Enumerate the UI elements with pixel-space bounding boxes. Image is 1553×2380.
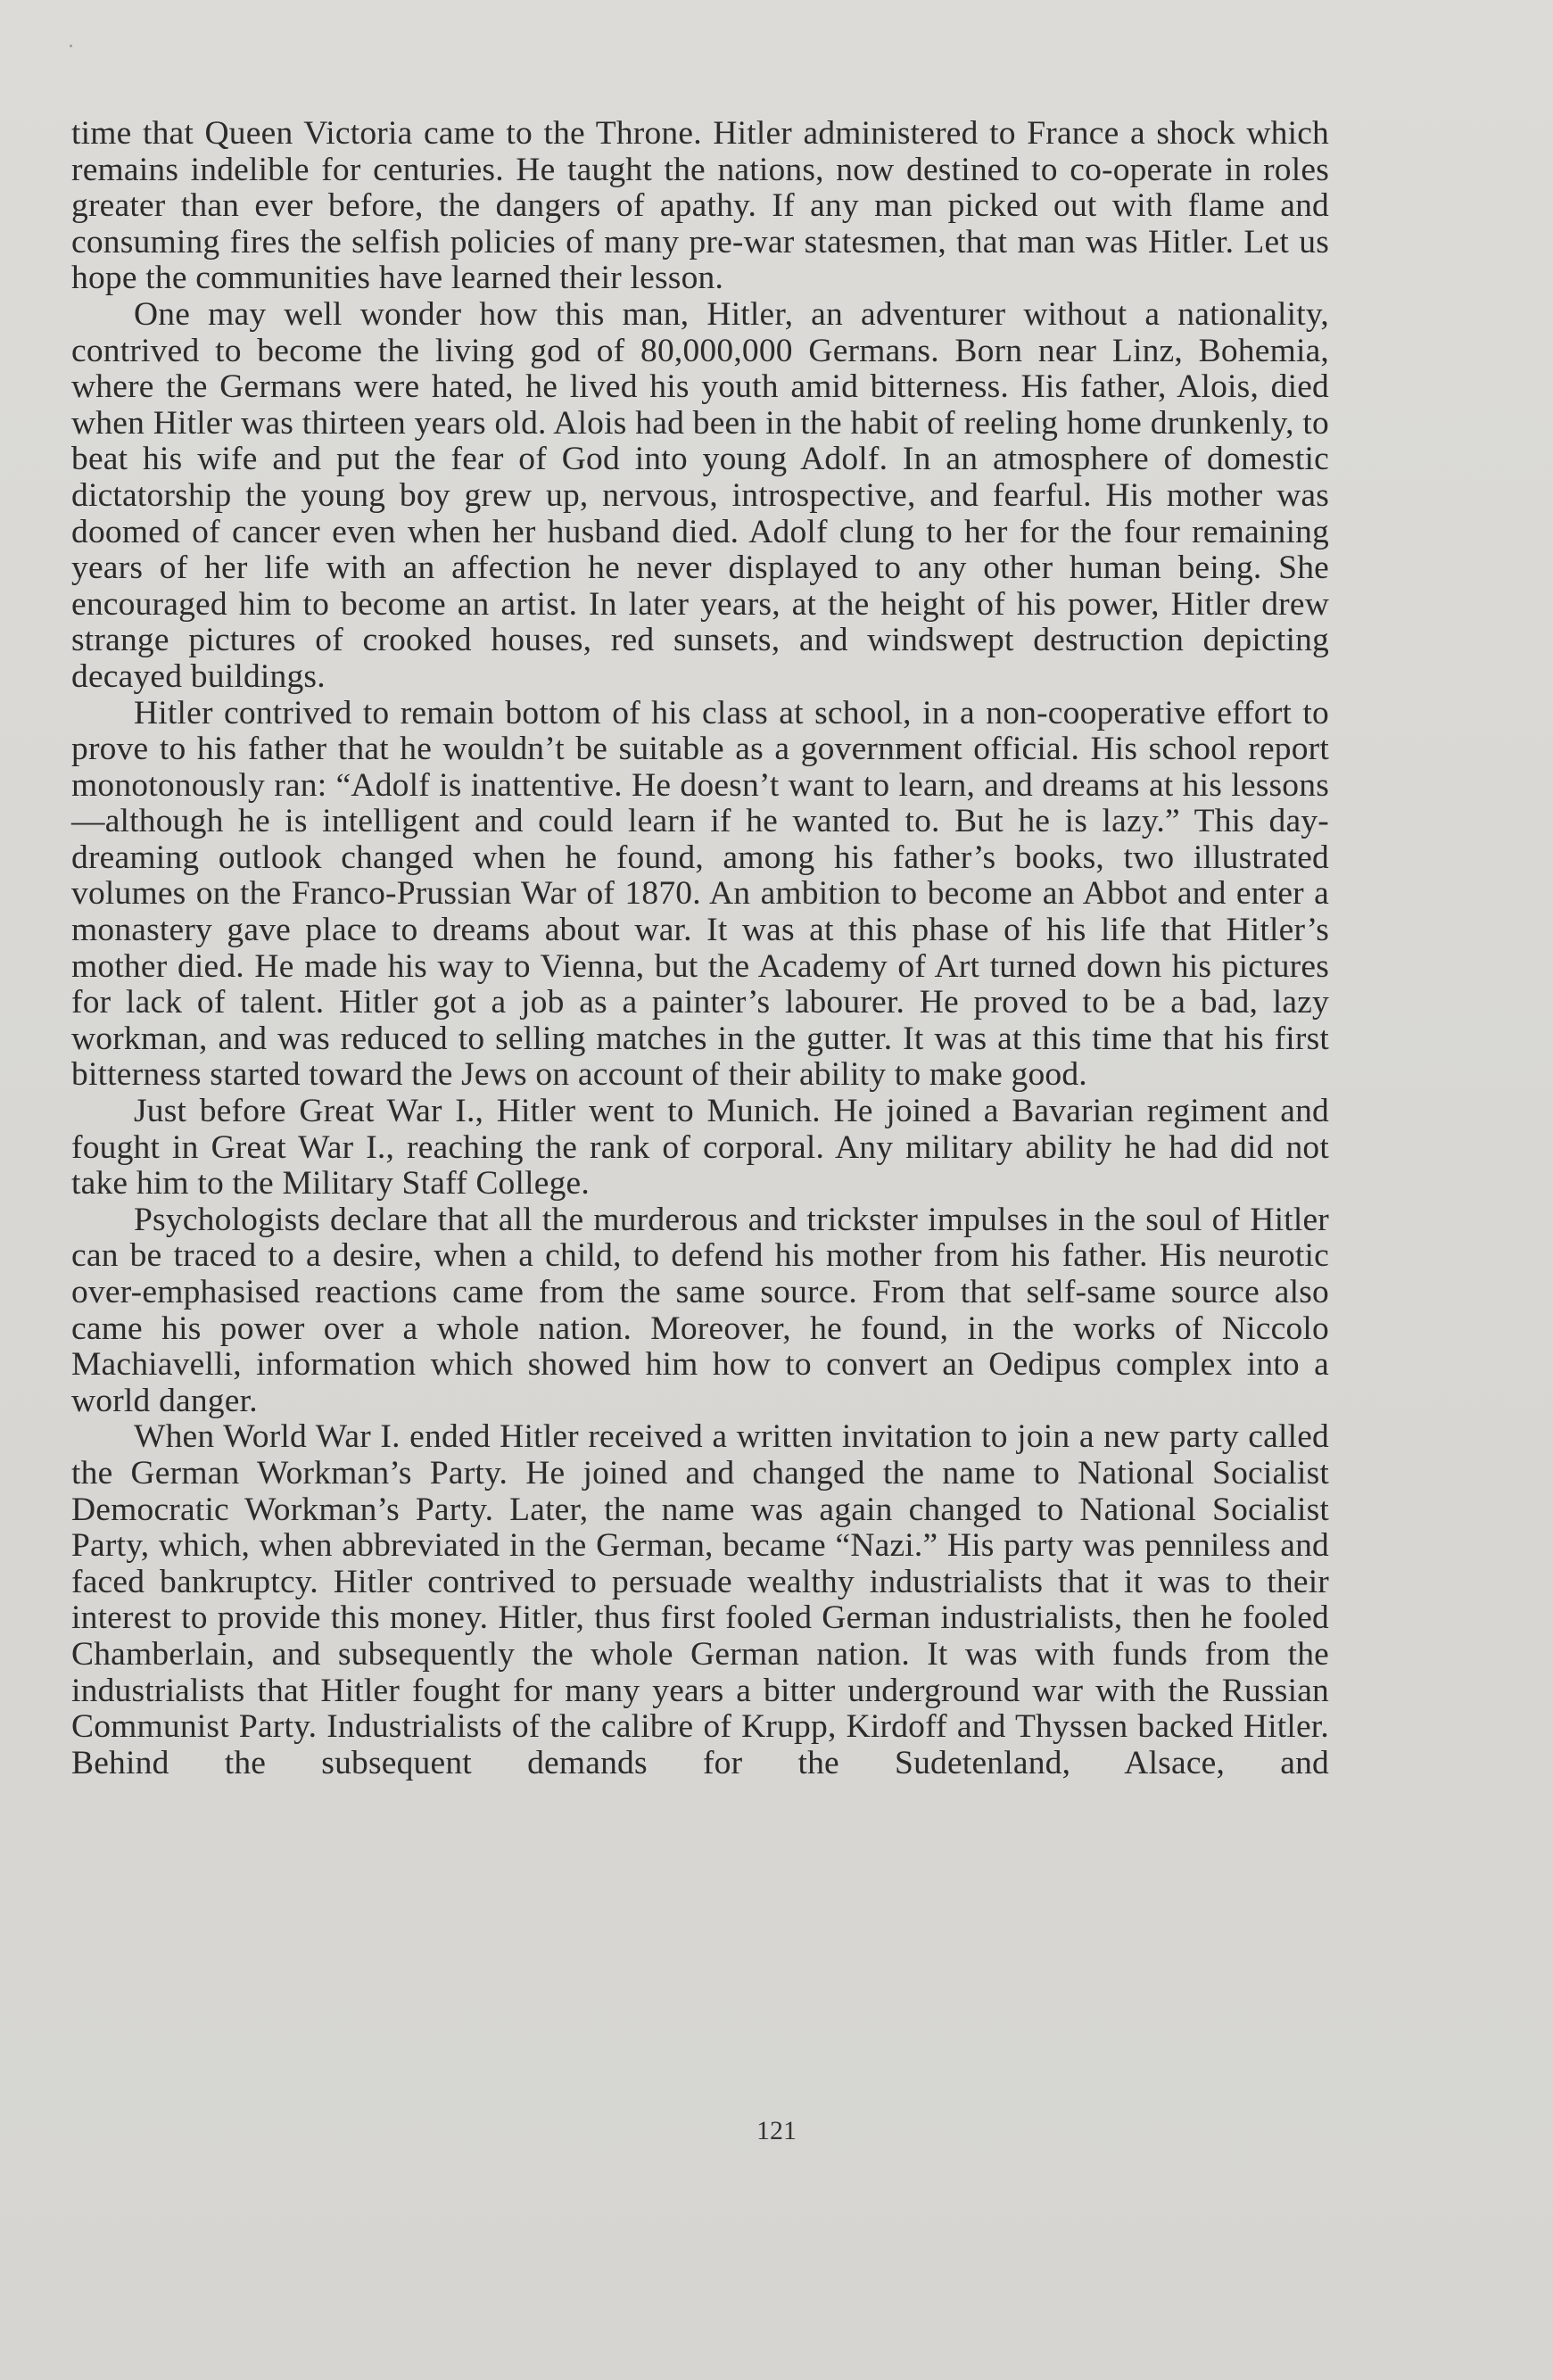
paragraph-1: time that Queen Victoria came to the Throne. Hitler administered to France a shock which remains indelible for centuries. He taught the nations, now destined to co-operate in roles greater than ever before, the dangers of apathy. If any man picked out with flame and consuming fires the selfish policies of many pre-war statesmen, that man was Hitler. Let us hope the communities have learned their lesson. [71, 115, 1329, 297]
paragraph-6: When World War I. ended Hitler received a written invitation to join a new party called the German Workman’s Party. He joined and changed the name to National Socialist Democratic Workman’s Party. Later, the name was again changed to National Socialist Party, which, when abbreviated in the German, became “Nazi.” His party was penniless and faced bankruptcy. Hitler contrived to persuade wealthy industrialists that it was to their interest to provide this money. Hitler, thus first fooled German industrialists, then he fooled Chamberlain, and subsequently the whole German nation. It was with funds from the industrialists that Hitler fought for many years a bitter underground war with the Russian Communist Party. Industrialists of the calibre of Krupp, Kirdoff and Thyssen backed Hitler. Behind the subsequent demands for the Sudetenland, Alsace, and [71, 1418, 1329, 1781]
paragraph-4: Just before Great War I., Hitler went to Munich. He joined a Bavarian regiment and fought in Great War I., reaching the rank of corporal. Any military ability he had did not take him to the Military Staff College. [71, 1093, 1329, 1202]
paragraph-2: One may well wonder how this man, Hitler, an adventurer without a nationality, contrived to become the living god of 80,000,000 Germans. Born near Linz, Bohemia, where the Germans were hated, he lived his youth amid bitterness. His father, Alois, died when Hitler was thirteen years old. Alois had been in the habit of reeling home drunkenly, to beat his wife and put the fear of God into young Adolf. In an atmosphere of domestic dictatorship the young boy grew up, nervous, introspective, and fearful. His mother was doomed of cancer even when her husband died. Adolf clung to her for the four remaining years of her life with an affection he never displayed to any other human being. She encouraged him to become an artist. In later years, at the height of his power, Hitler drew strange pictures of crooked houses, red sunsets, and windswept destruction depicting decayed buildings. [71, 295, 1329, 695]
paper-speck [70, 45, 72, 47]
body-text [71, 116, 1329, 1781]
paragraph-5: Psychologists declare that all the murderous and trickster impulses in the soul of Hitler can be traced to a desire, when a child, to defend his mother from his father. His neurotic over-emphasised reactions came from the same source. From that self-same source also came his power over a whole nation. Moreover, he found, in the works of Niccolo Machiavelli, information which showed him how to convert an Oedipus complex into a world danger. [71, 1201, 1329, 1419]
paragraph-3: Hitler contrived to remain bottom of his class at school, in a non-cooperative effort to prove to his father that he wouldn’t be suitable as a government official. His school report monotonously ran: “Adolf is inattentive. He doesn’t want to learn, and dreams at his lessons—although he is intelligent and could learn if he wanted to. But he is lazy.” This day-dreaming outlook changed when he found, among his father’s books, two illustrated volumes on the Franco-Prussian War of 1870. An ambition to become an Abbot and enter a monastery gave place to dreams about war. It was at this phase of his life that Hitler’s mother died. He made his way to Vienna, but the Academy of Art turned down his pictures for lack of talent. Hitler got a job as a painter’s labourer. He proved to be a bad, lazy workman, and was reduced to selling matches in the gutter. It was at this time that his first bitterness started toward the Jews on account of their ability to make good. [71, 694, 1329, 1094]
page-number: 121 [756, 2116, 797, 2145]
